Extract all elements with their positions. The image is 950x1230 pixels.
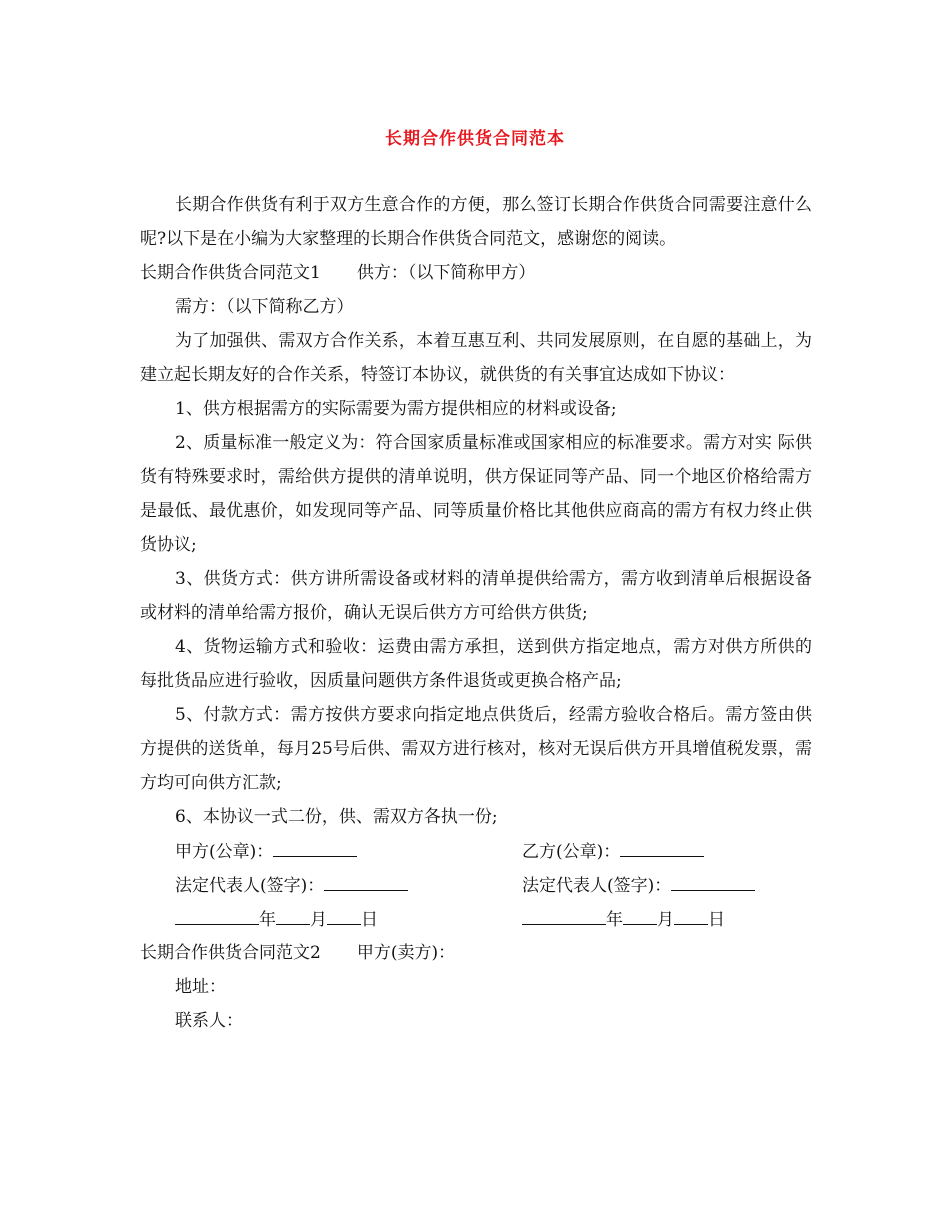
contract2-address: 地址： (175, 977, 226, 997)
clause-5: 5、付款方式：需方按供方要求向指定地点供货后，经需方验收合格后。需方签由供方提供的送货单，每月25号后供、需双方进行核对，核对无误后供方开具增值税发票，需方均可向供方汇款; (140, 705, 812, 793)
document-body (140, 188, 812, 1038)
document-title: 长期合作供货合同范本 (385, 129, 565, 149)
party-a-month-blank (276, 902, 310, 925)
party-a-seal: 甲方(公章)： (175, 834, 357, 869)
contract1-party-b: 需方：（以下简称乙方） (175, 297, 354, 317)
party-a-day-blank (327, 902, 361, 925)
contract1-heading: 长期合作供货合同范文1 (140, 263, 321, 283)
party-a-seal-blank (273, 834, 357, 857)
party-b-rep: 法定代表人(签字)： (522, 868, 755, 903)
party-b-month-blank (623, 902, 657, 925)
clause-3: 3、供货方式：供方讲所需设备或材料的清单提供给需方，需方收到清单后根据设备或材料的清单给需方报价，确认无误后供方方可给供方供货; (140, 569, 812, 623)
party-b-seal-blank (620, 834, 704, 857)
clause-1: 1、供方根据需方的实际需要为需方提供相应的材料或设备; (175, 399, 617, 419)
party-a-rep-blank (324, 868, 408, 891)
contract1-heading-line (140, 256, 812, 290)
party-a-rep: 法定代表人(签字)： (175, 868, 408, 903)
intro-paragraph: 长期合作供货有利于双方生意合作的方便，那么签订长期合作供货合同需要注意什么呢?以下是在小编为大家整理的长期合作供货合同范文，感谢您的阅读。 (140, 195, 812, 249)
contract2-heading: 长期合作供货合同范文2 (140, 943, 321, 963)
signature-rep-row (140, 868, 812, 902)
contract1-party-a: 供方：（以下简称甲方） (356, 263, 536, 283)
party-b-date: 年 月 日 (522, 902, 725, 937)
party-b-seal: 乙方(公章)： (522, 834, 704, 869)
clause-6: 6、本协议一式二份，供、需双方各执一份; (175, 807, 498, 827)
party-b-rep-blank (671, 868, 755, 891)
contract1-preamble: 为了加强供、需双方合作关系，本着互惠互利、共同发展原则，在自愿的基础上，为建立起长期友好的合作关系，特签订本协议，就供货的有关事宜达成如下协议： (140, 331, 812, 385)
contract2-contact: 联系人： (175, 1011, 243, 1031)
clause-2: 2、质量标准一般定义为：符合国家质量标准或国家相应的标准要求。需方对实 际供货有特殊要求时，需给供方提供的清单说明，供方保证同等产品、同一个地区价格给需方是最低、最优惠价，如发现同等产品、同等质量价格比其他供应商高的需方有权力终止供货协议; (140, 433, 812, 555)
contract2-party-a: 甲方(卖方)： (356, 943, 456, 963)
party-a-year-blank (175, 902, 259, 925)
party-b-day-blank (674, 902, 708, 925)
party-a-date: 年 月 日 (175, 902, 378, 937)
party-b-year-blank (522, 902, 606, 925)
signature-seal-row (140, 834, 812, 868)
signature-date-row (140, 902, 812, 936)
clause-4: 4、货物运输方式和验收：运费由需方承担，送到供方指定地点，需方对供方所供的每批货品应进行验收，因质量问题供方条件退货或更换合格产品; (140, 637, 812, 691)
contract2-heading-line (140, 936, 812, 970)
